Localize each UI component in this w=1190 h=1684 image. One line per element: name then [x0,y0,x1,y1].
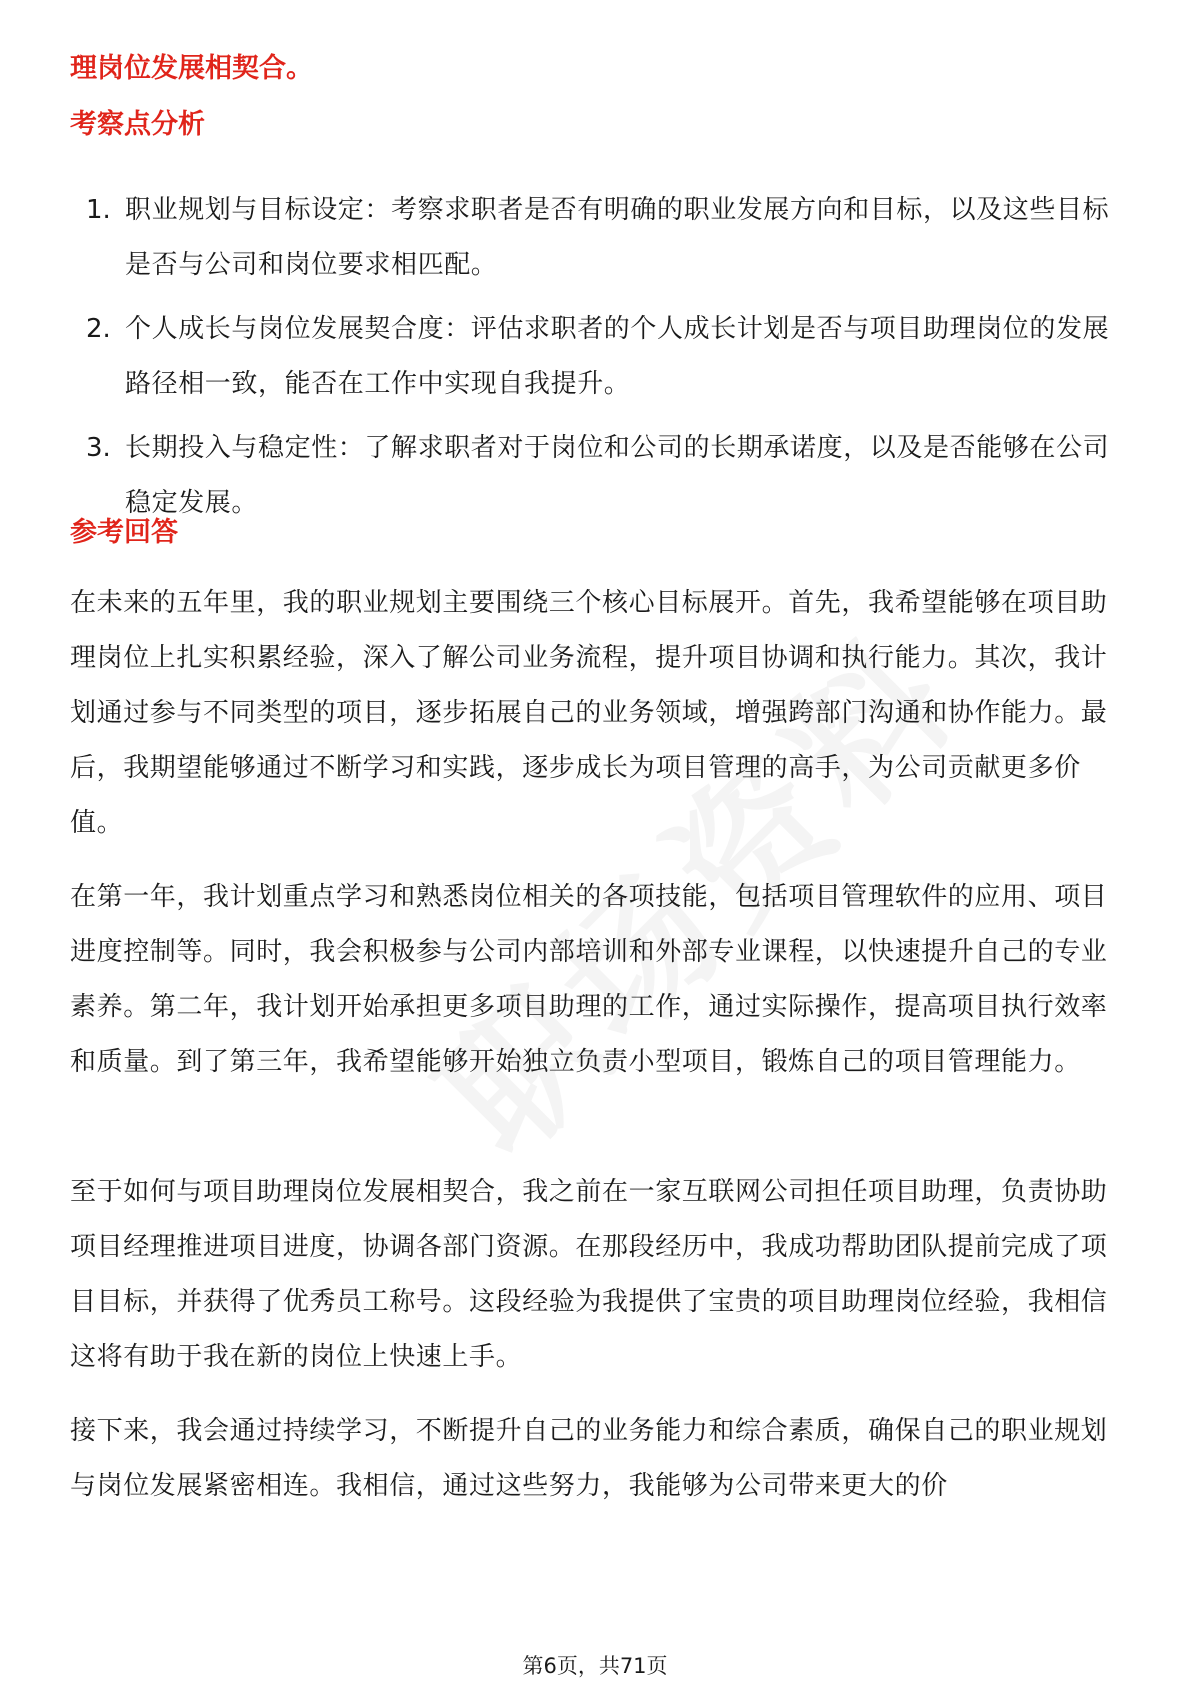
list-item [0,421,1190,531]
list-item [0,302,1190,412]
answer-paragraph: 在未来的五年里，我的职业规划主要围绕三个核心目标展开。首先，我希望能够在项目助理岗位上扎实积累经验，深入了解公司业务流程，提升项目协调和执行能力。其次，我计划通过参与不同类型的项目，逐步拓展自己的业务领域，增强跨部门沟通和协作能力。最后，我期望能够通过不断学习和实践，逐步成长为项目管理的高手，为公司贡献更多价值。 [70,588,1108,838]
page-number: 第6页，共71页 [522,1654,668,1678]
answer-paragraph: 接下来，我会通过持续学习，不断提升自己的业务能力和综合素质，确保自己的职业规划与岗位发展紧密相连。我相信，通过这些努力，我能够为公司带来更大的价 [70,1416,1108,1501]
list-text: 长期投入与稳定性：了解求职者对于岗位和公司的长期承诺度，以及是否能够在公司稳定发展。 [125,433,1110,518]
answer-paragraph: 在第一年，我计划重点学习和熟悉岗位相关的各项技能，包括项目管理软件的应用、项目进度控制等。同时，我会积极参与公司内部培训和外部专业课程，以快速提升自己的专业素养。第二年，我计划开始承担更多项目助理的工作，通过实际操作，提高项目执行效率和质量。到了第三年，我希望能够开始独立负责小型项目，锻炼自己的项目管理能力。 [70,882,1108,1077]
list-text: 职业规划与目标设定：考察求职者是否有明确的职业发展方向和目标，以及这些目标是否与公司和岗位要求相匹配。 [125,195,1110,280]
list-number: 1. [86,195,111,225]
list-text: 个人成长与岗位发展契合度：评估求职者的个人成长计划是否与项目助理岗位的发展路径相一致，能否在工作中实现自我提升。 [125,314,1110,399]
list-number: 2. [86,314,111,344]
analysis-heading: 考察点分析 [70,109,205,140]
answer-heading: 参考回答 [70,517,178,548]
intro-line: 理岗位发展相契合。 [70,53,313,84]
answer-paragraph: 至于如何与项目助理岗位发展相契合，我之前在一家互联网公司担任项目助理，负责协助项目经理推进项目进度，协调各部门资源。在那段经历中，我成功帮助团队提前完成了项目目标，并获得了优秀员工称号。这段经验为我提供了宝贵的项目助理岗位经验，我相信这将有助于我在新的岗位上快速上手。 [70,1177,1108,1372]
analysis-list [0,183,1190,540]
list-number: 3. [86,433,111,463]
list-item [0,183,1190,293]
